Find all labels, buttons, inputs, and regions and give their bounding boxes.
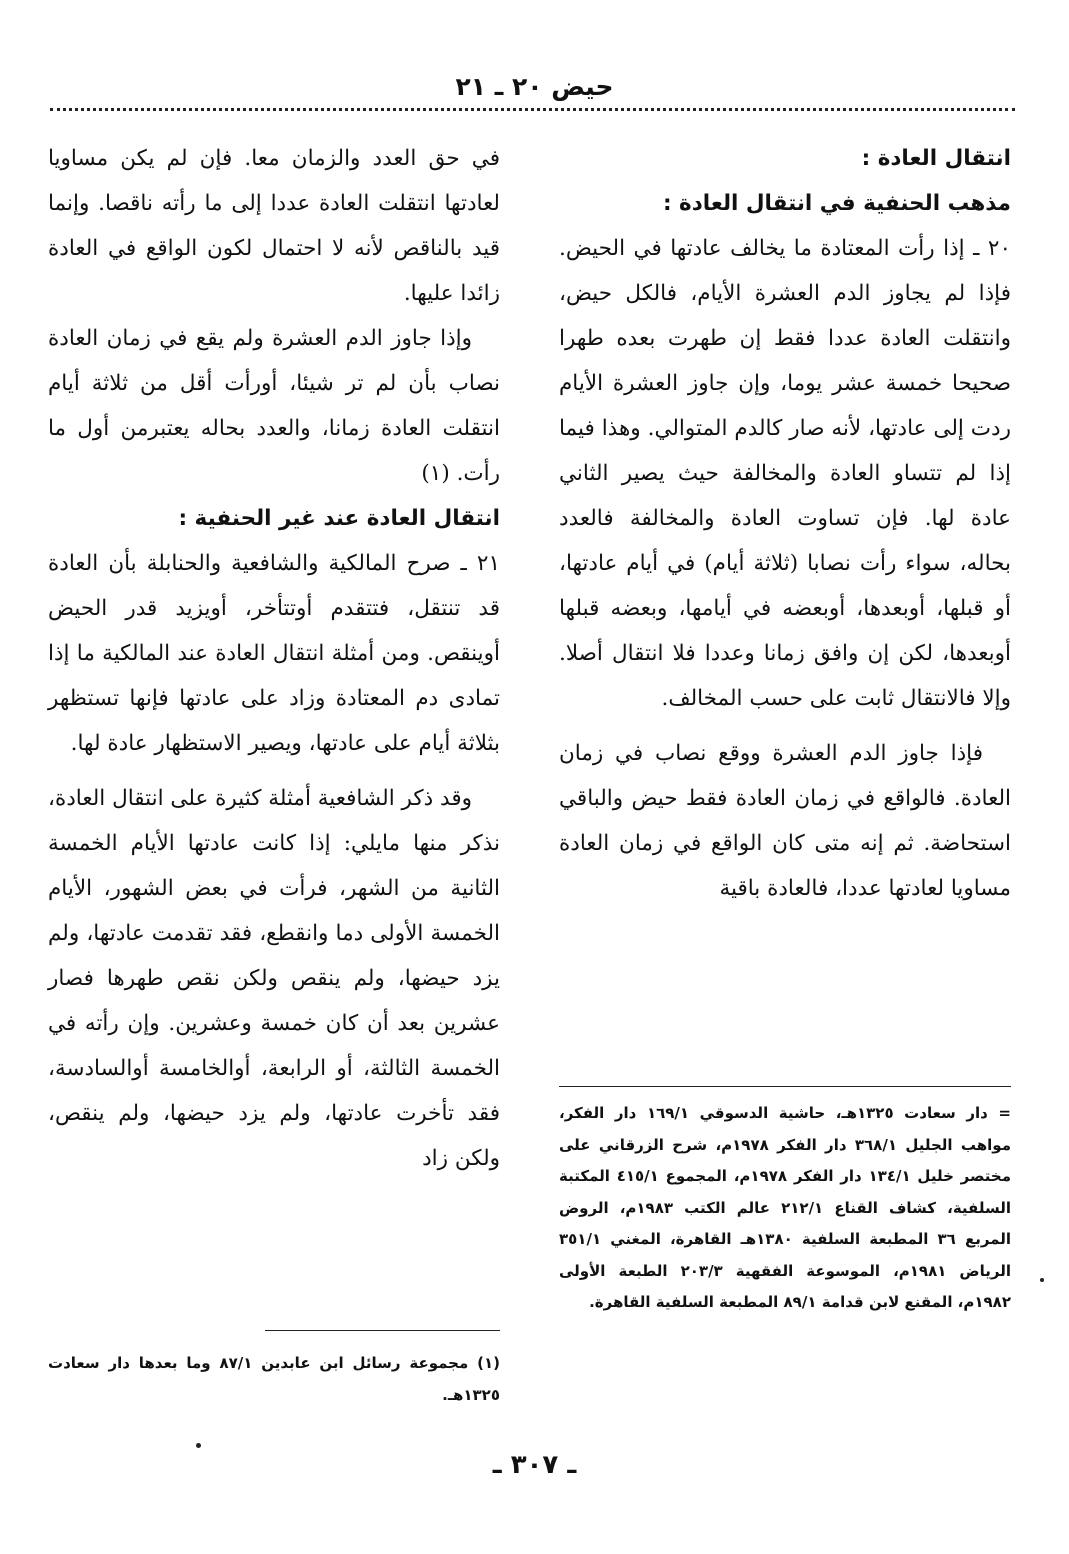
- paragraph: في حق العدد والزمان معا. فإن لم يكن مساويا لعادتها انتقلت العادة عددا إلى ما رأته ناقصا. وإنما قيد بالناقص لأنه لا احتمال لكون الواقع في العادة زائدا عليها.: [48, 146, 500, 306]
- subsection-heading: مذهب الحنفية في انتقال العادة :: [662, 191, 1011, 216]
- left-column: [48, 136, 500, 1181]
- scan-speck: [196, 1443, 201, 1448]
- running-head: حيض ٢٠ ـ ٢١: [455, 72, 614, 101]
- footnote: [48, 1348, 500, 1411]
- paragraph: ٢٠ ـ إذا رأت المعتادة ما يخالف عادتها في الحيض. فإذا لم يجاوز الدم العشرة الأيام، فالكل حيض، وانتقلت العادة عددا فقط إن طهرت بعده طهرا صحيحا خمسة عشر يوما، وإن جاوز العشرة الأيام ردت إلى عادتها، لأنه صار كالدم المتوالي. وهذا فيما إذا لم تتساو العادة والمخالفة حيث يصير الثاني عادة لها. فإن تساوت العادة والمخالفة فالعدد بحاله، سواء رأت نصابا (ثلاثة أيام) في أيام عادتها، أو قبلها، أوبعدها، أوبعضه في أيامها، وبعضه قبلها أوبعدها، لكن إن وافق زمانا وعددا فلا انتقال أصلا. وإلا فالانتقال ثابت على حسب المخالف.: [559, 236, 1011, 711]
- footnote-rule: [265, 1330, 500, 1331]
- paragraph: ٢١ ـ صرح المالكية والشافعية والحنابلة بأن العادة قد تنتقل، فتتقدم أوتتأخر، أويزيد قدر الحيض أوينقص. ومن أمثلة انتقال العادة عند المالكية ما إذا تمادى دم المعتادة وزاد على عادتها فإنها تستظهر بثلاثة أيام على عادتها، ويصير الاستظهار عادة لها.: [48, 551, 500, 756]
- right-column: [559, 136, 1011, 911]
- header-dotted-rule: [50, 108, 1015, 111]
- page-number: ـ ٣٠٧ ـ: [492, 1450, 577, 1480]
- paragraph: وقد ذكر الشافعية أمثلة كثيرة على انتقال العادة، نذكر منها مايلي: إذا كانت عادتها الأيام الخمسة الثانية من الشهر، فرأت في بعض الشهور، الأيام الخمسة الأولى دما وانقطع، فقد تقدمت عادتها، ولم يزد حيضها، ولم ينقص ولكن نقص طهرها فصار عشرين بعد أن كان خمسة وعشرين. وإن رأته في الخمسة الثالثة، أو الرابعة، أوالخامسة أوالسادسة، فقد تأخرت عادتها، ولم يزد حيضها، ولم ينقص، ولكن زاد: [48, 786, 500, 1171]
- paragraph: فإذا جاوز الدم العشرة ووقع نصاب في زمان العادة. فالواقع في زمان العادة فقط حيض والباقي استحاضة. ثم إنه متى كان الواقع في زمان العادة مساويا لعادتها عددا، فالعادة باقية: [559, 741, 1011, 901]
- scan-speck: [1040, 1278, 1044, 1282]
- footnote-text: = دار سعادت ١٣٢٥هـ، حاشية الدسوقي ١٦٩/١ دار الفكر، مواهب الجليل ٣٦٨/١ دار الفكر ١٩٧٨م، شرح الزرقاني على مختصر خليل ١٣٤/١ دار الفكر ١٩٧٨م، المجموع ٤١٥/١ المكتبة السلفية، كشاف القناع ٢١٢/١ عالم الكتب ١٩٨٣م، الروض المربع ٣٦ المطبعة السلفية ١٣٨٠هـ القاهرة، المغني ٣٥١/١ الرياض ١٩٨١م، الموسوعة الفقهية ٢٠٣/٣ الطبعة الأولى ١٩٨٢م، المقنع لابن قدامة ٨٩/١ المطبعة السلفية القاهرة.: [559, 1104, 1011, 1311]
- paragraph: وإذا جاوز الدم العشرة ولم يقع في زمان العادة نصاب بأن لم تر شيئا، أورأت أقل من ثلاثة أيام انتقلت العادة زمانا، والعدد بحاله يعتبرمن أول ما رأت. (١): [48, 326, 500, 486]
- section-heading: انتقال العادة :: [861, 146, 1011, 171]
- footnote-rule: [559, 1086, 1011, 1087]
- subsection-heading: انتقال العادة عند غير الحنفية :: [178, 506, 500, 531]
- footnote-text: (١) مجموعة رسائل ابن عابدين ٨٧/١ وما بعدها دار سعادت ١٣٢٥هـ.: [48, 1354, 500, 1404]
- footnote-continued: [559, 1098, 1011, 1319]
